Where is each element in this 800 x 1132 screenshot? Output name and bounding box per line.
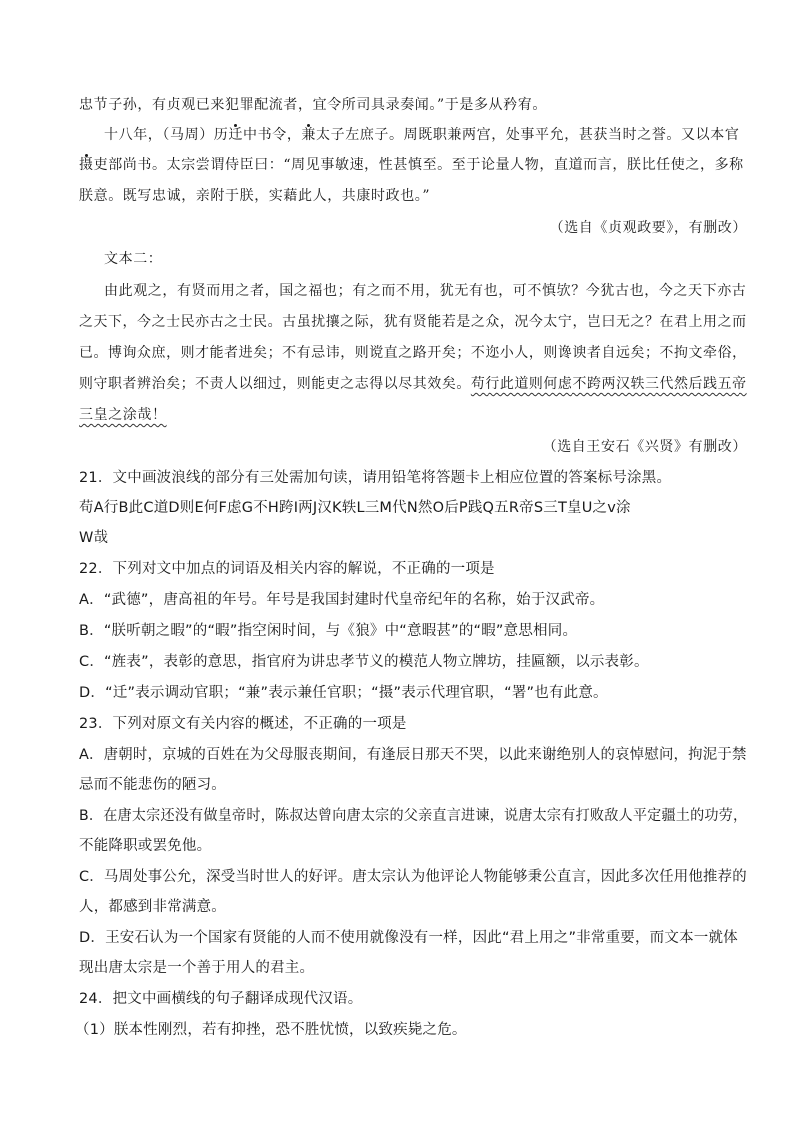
- text2-line: 已。博询众庶，则才能者进矣；不有忌讳，则谠直之路开矣；不迩小人，则谗谀者自远矣；不拘文牵俗，: [79, 345, 747, 361]
- text-run: 则守职者辨治矣；不责人以细过，则能吏之志得以尽其效矣。: [79, 376, 471, 392]
- q23-option-a: A．唐朝时，京城的百姓在为父母服丧期间，有逢辰日那天不哭，以此来谢绝别人的哀悼慰问，拘泥于禁: [79, 747, 747, 763]
- text2-source: （选自王安石《兴贤》有删改）: [542, 439, 747, 455]
- wavy-underlined-text: 三皇之涂哉！: [79, 407, 167, 423]
- q23-option-a-cont: 忌而不能悲伤的陋习。: [79, 777, 226, 793]
- text1-line: 朕意。既写忠诚，亲附于朕，实藉此人，共康时政也。”: [79, 188, 431, 204]
- text1-line: [79, 155, 744, 175]
- q21-stem: 21．文中画波浪线的部分有三处需加句读，请用铅笔将答题卡上相应位置的答案标号涂黑。: [79, 470, 672, 486]
- text1-source: （选自《贞观政要》，有删改）: [549, 220, 747, 236]
- q22-stem: 22．下列对文中加点的词语及相关内容的解说，不正确的一项是: [79, 561, 495, 577]
- text1-line: [104, 125, 739, 145]
- text1-line: 忠节子孙，有贞观已来犯罪配流者，宜令所司具录奏闻。”于是多从矜宥。: [79, 97, 547, 113]
- q23-option-c: C．马周处事公允，深受当时世人的好评。唐太宗认为他评论人物能够秉公直言，因此多次任用他推荐的: [79, 869, 747, 885]
- text-run: 十八年，（马周）历: [104, 127, 229, 143]
- q22-option-b: B．“朕听朝之暇”的“暇”指空闲时间，与《狼》中“意暇甚”的“暇”意思相同。: [79, 623, 578, 639]
- q21-options: 苟A行B此C道D则E何F虑G不H跨I两J汉K轶L三M代N然O后P践Q五R帝S三T皇U之v涂: [79, 500, 631, 516]
- wavy-underlined-text: 苟行此道则何虑不跨两汉轶三代然后践五帝: [470, 376, 747, 392]
- q23-option-d-cont: 现出唐太宗是一个善于用人的君主。: [79, 960, 315, 976]
- text2-line: [79, 405, 167, 425]
- q21-options: W哉: [79, 530, 109, 546]
- q23-option-b: B．在唐太宗还没有做皇帝时，陈叔达曾向唐太宗的父亲直言进谏，说唐太宗有打败敌人平定疆土的功劳，: [79, 808, 748, 824]
- dotted-word-she: 摄: [79, 157, 94, 173]
- q23-stem: 23．下列对原文有关内容的概述，不正确的一项是: [79, 716, 407, 732]
- text-run: 中书令，: [243, 127, 302, 143]
- text2-line: 由此观之，有贤而用之者，国之福也；有之而不用，犹无有也，可不慎欤？今犹古也，今之天下亦古: [104, 283, 747, 299]
- q23-option-c-cont: 人，都感到非常满意。: [79, 899, 226, 915]
- q22-option-d: D．“迁”表示调动官职；“兼”表示兼任官职；“摄”表示代理官职，“署”也有此意。: [79, 685, 608, 701]
- text2-heading: 文本二：: [104, 251, 163, 267]
- text-run: 太子左庶子。周既职兼两宫，处事平允，甚获当时之誉。又以本官: [316, 127, 740, 143]
- q24-item-1: （1）朕本性刚烈，若有抑挫，恐不胜忧愤，以致疾毙之危。: [75, 1022, 467, 1038]
- q23-option-d: D．王安石认为一个国家有贤能的人而不使用就像没有一样，因此“君上用之”非常重要，而文本一就体: [79, 930, 738, 946]
- q22-option-a: A．“武德”，唐高祖的年号。年号是我国封建时代皇帝纪年的名称，始于汉武帝。: [79, 592, 605, 608]
- q23-option-b-cont: 不能降职或罢免他。: [79, 838, 212, 854]
- dotted-word-qian: 迁: [228, 127, 244, 143]
- text2-line: 之天下，今之士民亦古之士民。古虽扰攘之际，犹有贤能若是之众，况今太宁，岂曰无之？在君上用之而: [79, 314, 747, 330]
- q24-stem: 24．把文中画横线的句子翻译成现代汉语。: [79, 991, 363, 1007]
- q22-option-c: C．“旌表”，表彰的意思，指官府为讲忠孝节义的模范人物立牌坊，挂匾额，以示表彰。: [79, 654, 649, 670]
- text2-line: [79, 374, 747, 394]
- text-run: 吏部尚书。太宗尝谓侍臣曰：“周见事敏速，性甚慎至。至于论量人物，直道而言，朕比任使之，多称: [93, 157, 744, 173]
- dotted-word-jian: 兼: [301, 127, 317, 143]
